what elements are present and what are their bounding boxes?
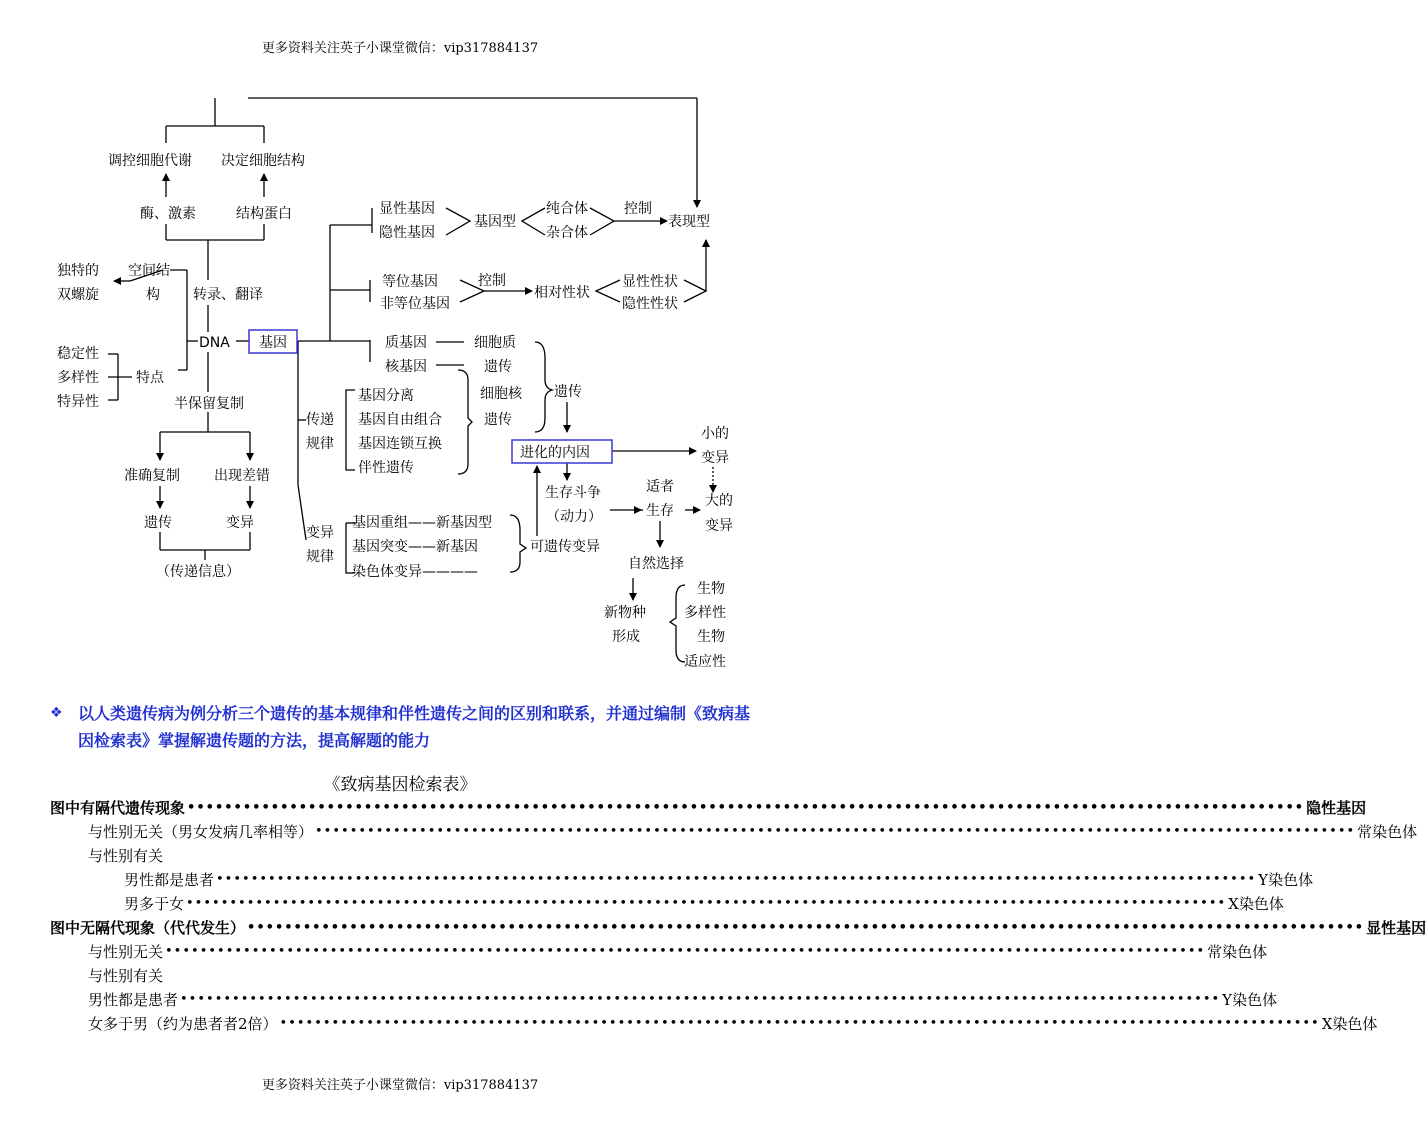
label-spatial2: 构 — [146, 287, 160, 303]
table-row — [50, 891, 1284, 915]
row-label: 与性别有关 — [88, 846, 164, 865]
row-leader-dots: •••••••••••••••••••••••••••••••••••••••••••••••••••••••••••••••••••••••••••••••••••••••••••••••••••••••••••••••••••••••• — [187, 799, 1305, 815]
row-leader-dots: •••••••••••••••••••••••••••••••••••••••••••••••••••••••••••••••••••••••••••••••••••••••••••••••••••••••••••••••••••••••• — [279, 1015, 1320, 1031]
row-leader-dots: •••••••••••••••••••••••••••••••••••••••••••••••••••••••••••••••••••••••••••••••••••••••••••••••••••••••••••••••••••••••• — [216, 871, 1257, 887]
label-control1: 控制 — [624, 201, 652, 217]
label-nuclear-gene: 核基因 — [385, 359, 427, 375]
page-header: 更多资料关注英子小课堂微信：vip317884137 — [261, 41, 539, 56]
learning-goal — [50, 700, 750, 754]
row-label: 与性别无关（男女发病几率相等） — [88, 822, 314, 841]
row-result: Y染色体 — [1222, 990, 1278, 1009]
row-leader-dots: •••••••••••••••••••••••••••••••••••••••••••••••••••••••••••••••••••••••••••••••••••••••••••••••••••••••••••••••••••••••• — [165, 943, 1206, 959]
label-recessive-gene: 隐性基因 — [379, 225, 435, 241]
label-decide: 决定细胞结构 — [221, 153, 305, 169]
row-label: 男性都是患者 — [124, 870, 215, 889]
label-bio-adapt1: 生物 — [697, 629, 725, 645]
gene-lookup-table — [50, 795, 1426, 1035]
label-dna: DNA — [199, 335, 230, 351]
label-heterozygote: 杂合体 — [546, 225, 588, 241]
label-heredity-right: 遗传 — [554, 384, 582, 400]
table-row — [50, 819, 1418, 843]
label-small1: 小的 — [701, 426, 729, 442]
table-row — [50, 867, 1314, 891]
label-var1: 变异 — [306, 525, 334, 541]
row-result: 常染色体 — [1207, 942, 1268, 961]
label-transmit2: 规律 — [306, 436, 334, 452]
label-gene: 基因 — [259, 335, 287, 351]
label-diverse: 多样性 — [57, 370, 99, 386]
label-natural-sel: 自然选择 — [628, 556, 684, 572]
row-result: X染色体 — [1228, 894, 1284, 913]
row-leader-dots: •••••••••••••••••••••••••••••••••••••••••••••••••••••••••••••••••••••••••••••••••••••••••••••••••••••••••••••••••••••••• — [180, 991, 1221, 1007]
table-row — [50, 963, 660, 987]
row-result: X染色体 — [1321, 1014, 1378, 1033]
row-label: 与性别无关 — [88, 942, 164, 961]
row-label: 男性都是患者 — [88, 990, 179, 1009]
label-transmit-info: （传递信息） — [156, 564, 240, 580]
label-power: （动力） — [546, 509, 602, 525]
label-transcribe: 转录、翻译 — [193, 287, 263, 303]
label-homozygote: 纯合体 — [546, 201, 588, 217]
label-segregation: 基因分离 — [358, 388, 414, 404]
label-sex-linked: 伴性遗传 — [358, 460, 414, 476]
row-result: 常染色体 — [1357, 822, 1418, 841]
label-small2: 变异 — [701, 450, 729, 466]
label-stable: 稳定性 — [57, 346, 99, 362]
label-allele: 等位基因 — [382, 274, 438, 290]
label-inner-cause: 进化的内因 — [520, 445, 590, 461]
label-nuc-heredity: 遗传 — [484, 412, 512, 428]
label-big2: 变异 — [705, 518, 733, 534]
label-cyto-heredity: 遗传 — [484, 359, 512, 375]
label-relative-trait: 相对性状 — [534, 285, 590, 301]
diamond-bullet-icon: ❖ — [50, 705, 63, 721]
label-unique2: 双螺旋 — [57, 287, 99, 303]
label-linkage: 基因连锁互换 — [358, 436, 442, 452]
row-label: 图中有隔代遗传现象 — [50, 798, 186, 817]
row-label: 图中无隔代现象（代代发生） — [50, 918, 246, 937]
table-row — [50, 1011, 1378, 1035]
label-heritable-var: 可遗传变异 — [530, 539, 600, 555]
label-mutation: 基因突变——新基因 — [352, 539, 478, 555]
label-enzyme: 酶、激素 — [140, 206, 196, 222]
label-spatial1: 空间结 — [128, 263, 170, 279]
label-control2: 控制 — [478, 273, 506, 289]
row-label: 女多于男（约为患者者2倍） — [88, 1014, 278, 1033]
label-regulate: 调控细胞代谢 — [108, 153, 192, 169]
label-unique1: 独特的 — [57, 263, 99, 279]
concept-map-diagram — [0, 0, 800, 690]
label-struggle: 生存斗争 — [545, 485, 601, 501]
learning-goal-text: 以人类遗传病为例分析三个遗传的基本规律和伴性遗传之间的区别和联系，并通过编制《致病基因检索表》掌握解遗传题的方法，提高解题的能力 — [78, 704, 751, 750]
label-struct-protein: 结构蛋白 — [236, 206, 292, 222]
label-heredity: 遗传 — [144, 515, 172, 531]
label-error: 出现差错 — [214, 468, 270, 484]
table-row — [50, 939, 1268, 963]
diagram-labels — [57, 152, 733, 670]
label-bio-div2: 多样性 — [684, 605, 726, 621]
row-leader-dots: •••••••••••••••••••••••••••••••••••••••••••••••••••••••••••••••••••••••••••••••••••••••••••••••••••••••••••••••••••••••• — [315, 823, 1356, 839]
label-dom-trait: 显性性状 — [622, 274, 678, 290]
label-plasmagene: 质基因 — [385, 335, 427, 351]
label-feature: 特点 — [136, 370, 164, 386]
label-dominant-gene: 显性基因 — [379, 201, 435, 217]
label-new-species1: 新物种 — [604, 605, 646, 621]
label-free-comb: 基因自由组合 — [358, 412, 442, 428]
row-leader-dots: •••••••••••••••••••••••••••••••••••••••••••••••••••••••••••••••••••••••••••••••••••••••••••••••••••••••••••••••••••••••• — [247, 919, 1365, 935]
table-row — [50, 987, 1278, 1011]
label-new-species2: 形成 — [612, 629, 640, 645]
label-variation: 变异 — [226, 515, 254, 531]
row-result: 隐性基因 — [1306, 798, 1367, 817]
page-footer: 更多资料关注英子小课堂微信：vip317884137 — [261, 1078, 539, 1093]
label-fit1: 适者 — [646, 479, 674, 495]
table-row — [50, 843, 660, 867]
label-var2: 规律 — [306, 549, 334, 565]
label-cytoplasm: 细胞质 — [474, 335, 516, 351]
label-genotype: 基因型 — [474, 214, 516, 230]
label-semi: 半保留复制 — [174, 396, 244, 412]
label-rec-trait: 隐性性状 — [622, 296, 678, 312]
label-accurate: 准确复制 — [124, 468, 180, 484]
label-specific: 特异性 — [57, 394, 99, 410]
label-bio-adapt2: 适应性 — [684, 654, 726, 670]
label-phenotype: 表现型 — [668, 214, 710, 230]
row-leader-dots: •••••••••••••••••••••••••••••••••••••••••••••••••••••••••••••••••••••••••••••••••••••••••••••••••••••••••••••••••••••••• — [186, 895, 1227, 911]
table-row — [50, 795, 1367, 819]
label-chrom-var: 染色体变异———— — [352, 564, 478, 580]
row-label: 男多于女 — [124, 894, 185, 913]
row-result: 显性基因 — [1366, 918, 1426, 937]
label-big1: 大的 — [705, 493, 733, 509]
label-fit2: 生存 — [646, 503, 674, 519]
label-recomb: 基因重组——新基因型 — [352, 515, 492, 531]
row-result: Y染色体 — [1258, 870, 1314, 889]
label-nucleus: 细胞核 — [480, 386, 522, 402]
row-label: 与性别有关 — [88, 966, 164, 985]
label-bio-div1: 生物 — [697, 581, 725, 597]
table-row — [50, 915, 1426, 939]
label-nonallele: 非等位基因 — [380, 296, 450, 312]
label-transmit1: 传递 — [306, 412, 334, 428]
table-title: 《致病基因检索表》 — [323, 775, 477, 795]
